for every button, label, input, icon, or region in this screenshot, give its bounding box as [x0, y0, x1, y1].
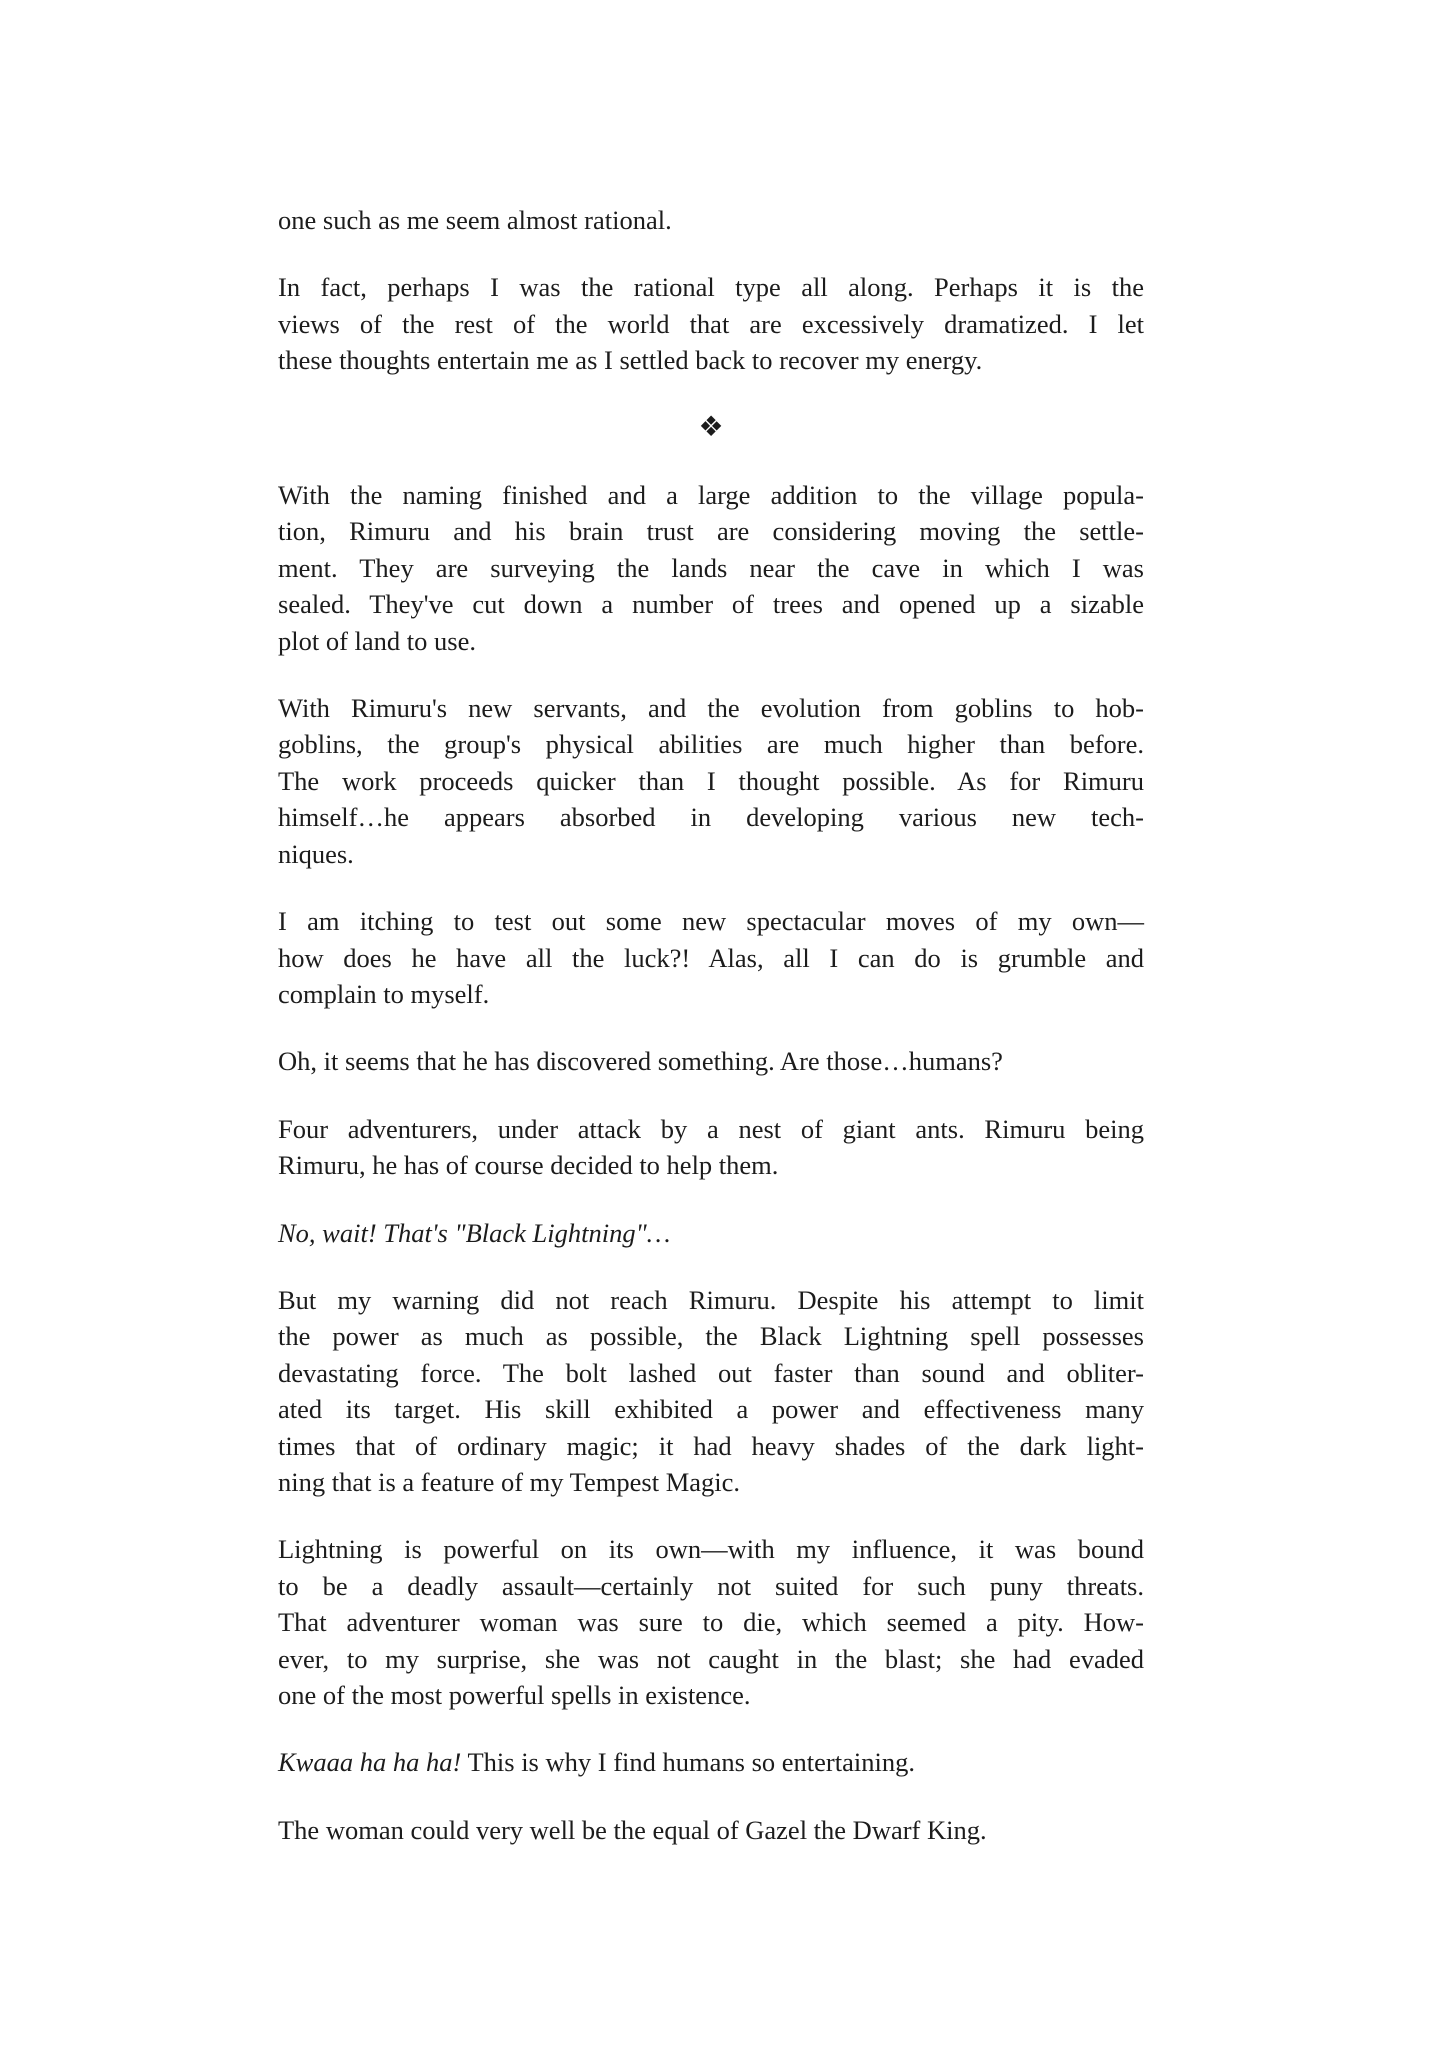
text-line — [278, 477, 1144, 513]
text-line — [278, 1677, 1144, 1713]
text-segment: That adventurer woman was sure to die, which seemed a pity. How- — [278, 1607, 1144, 1638]
paragraph — [278, 903, 1144, 1012]
text-line — [278, 513, 1144, 549]
text-line — [278, 1812, 1144, 1848]
text-segment: In fact, perhaps I was the rational type all along. Perhaps it is the — [278, 272, 1144, 303]
text-segment: I am itching to test out some new spectacular moves of my own— — [278, 906, 1144, 937]
text-line — [278, 903, 1144, 939]
page-text — [278, 202, 1144, 1848]
text-segment: plot of land to use. — [278, 625, 476, 656]
section-divider-fleuron: ❖ — [698, 411, 724, 443]
text-segment: This is why I find humans so entertaining. — [461, 1747, 915, 1778]
text-segment: views of the rest of the world that are excessively dramatized. I let — [278, 308, 1144, 339]
paragraph — [278, 690, 1144, 872]
text-line — [278, 269, 1144, 305]
paragraph — [278, 1111, 1144, 1184]
text-segment: how does he have all the luck?! Alas, all I can do is grumble and — [278, 942, 1144, 973]
text-segment: Rimuru, he has of course decided to help them. — [278, 1150, 779, 1181]
text-line — [278, 1282, 1144, 1318]
text-line — [278, 940, 1144, 976]
text-line — [278, 1744, 1144, 1780]
text-segment: devastating force. The bolt lashed out faster than sound and obliter- — [278, 1357, 1144, 1388]
text-line — [278, 1355, 1144, 1391]
text-line — [278, 306, 1144, 342]
text-segment: these thoughts entertain me as I settled back to recover my energy. — [278, 345, 983, 376]
text-line — [278, 1531, 1144, 1567]
paragraph — [278, 202, 1144, 238]
text-line — [278, 1215, 1144, 1251]
text-segment: ever, to my surprise, she was not caught in the blast; she had evaded — [278, 1643, 1144, 1674]
text-line — [278, 1641, 1144, 1677]
text-segment: The work proceeds quicker than I thought possible. As for Rimuru — [278, 765, 1144, 796]
text-segment: The woman could very well be the equal of Gazel the Dwarf King. — [278, 1814, 987, 1845]
text-line — [278, 763, 1144, 799]
text-segment: ning that is a feature of my Tempest Magic. — [278, 1466, 741, 1497]
italic-text-segment: Kwaaa ha ha ha! — [278, 1747, 462, 1778]
paragraph — [278, 477, 1144, 659]
text-line — [278, 1391, 1144, 1427]
text-line — [278, 342, 1144, 378]
text-line — [278, 1111, 1144, 1147]
text-line — [278, 550, 1144, 586]
text-line — [278, 976, 1144, 1012]
text-segment: ated its target. His skill exhibited a power and effectiveness many — [278, 1394, 1144, 1425]
text-segment: himself…he appears absorbed in developing various new tech- — [278, 802, 1144, 833]
text-line — [278, 1043, 1144, 1079]
text-segment: sealed. They've cut down a number of trees and opened up a sizable — [278, 589, 1144, 620]
text-line — [278, 202, 1144, 238]
text-line — [278, 1568, 1144, 1604]
text-segment: one of the most powerful spells in existence. — [278, 1680, 751, 1710]
text-line — [278, 1464, 1144, 1500]
text-segment: ment. They are surveying the lands near the cave in which I was — [278, 552, 1144, 583]
text-segment: complain to myself. — [278, 978, 490, 1009]
text-line — [278, 586, 1144, 622]
paragraph — [278, 1744, 1144, 1780]
text-line — [278, 836, 1144, 872]
text-segment: one such as me seem almost rational. — [278, 205, 672, 235]
text-segment: the power as much as possible, the Black Lightning spell possesses — [278, 1321, 1144, 1352]
paragraph — [278, 1215, 1144, 1251]
text-segment: With the naming finished and a large addition to the village popula- — [278, 480, 1144, 511]
text-line — [278, 799, 1144, 835]
text-segment: tion, Rimuru and his brain trust are considering moving the settle- — [278, 516, 1144, 547]
text-line — [278, 623, 1144, 659]
text-line — [278, 1428, 1144, 1464]
text-segment: times that of ordinary magic; it had heavy shades of the dark light- — [278, 1430, 1144, 1461]
text-line — [278, 690, 1144, 726]
text-segment: Lightning is powerful on its own—with my influence, it was bound — [278, 1534, 1144, 1565]
text-line — [278, 1318, 1144, 1354]
text-segment: Four adventurers, under attack by a nest of giant ants. Rimuru being — [278, 1113, 1144, 1144]
text-segment: goblins, the group's physical abilities are much higher than before. — [278, 729, 1144, 760]
paragraph — [278, 1043, 1144, 1079]
paragraph — [278, 1282, 1144, 1500]
text-segment: With Rimuru's new servants, and the evolution from goblins to hob- — [278, 693, 1144, 724]
paragraph — [278, 269, 1144, 378]
text-line — [278, 726, 1144, 762]
paragraph — [278, 1812, 1144, 1848]
text-line — [278, 1147, 1144, 1183]
text-segment: But my warning did not reach Rimuru. Despite his attempt to limit — [278, 1284, 1144, 1315]
text-segment: to be a deadly assault—certainly not suited for such puny threats. — [278, 1570, 1144, 1601]
text-line — [278, 1604, 1144, 1640]
text-segment: Oh, it seems that he has discovered something. Are those…humans? — [278, 1046, 1003, 1077]
paragraph — [278, 1531, 1144, 1713]
italic-text-segment: No, wait! That's "Black Lightning"… — [278, 1217, 671, 1248]
text-segment: niques. — [278, 838, 354, 869]
